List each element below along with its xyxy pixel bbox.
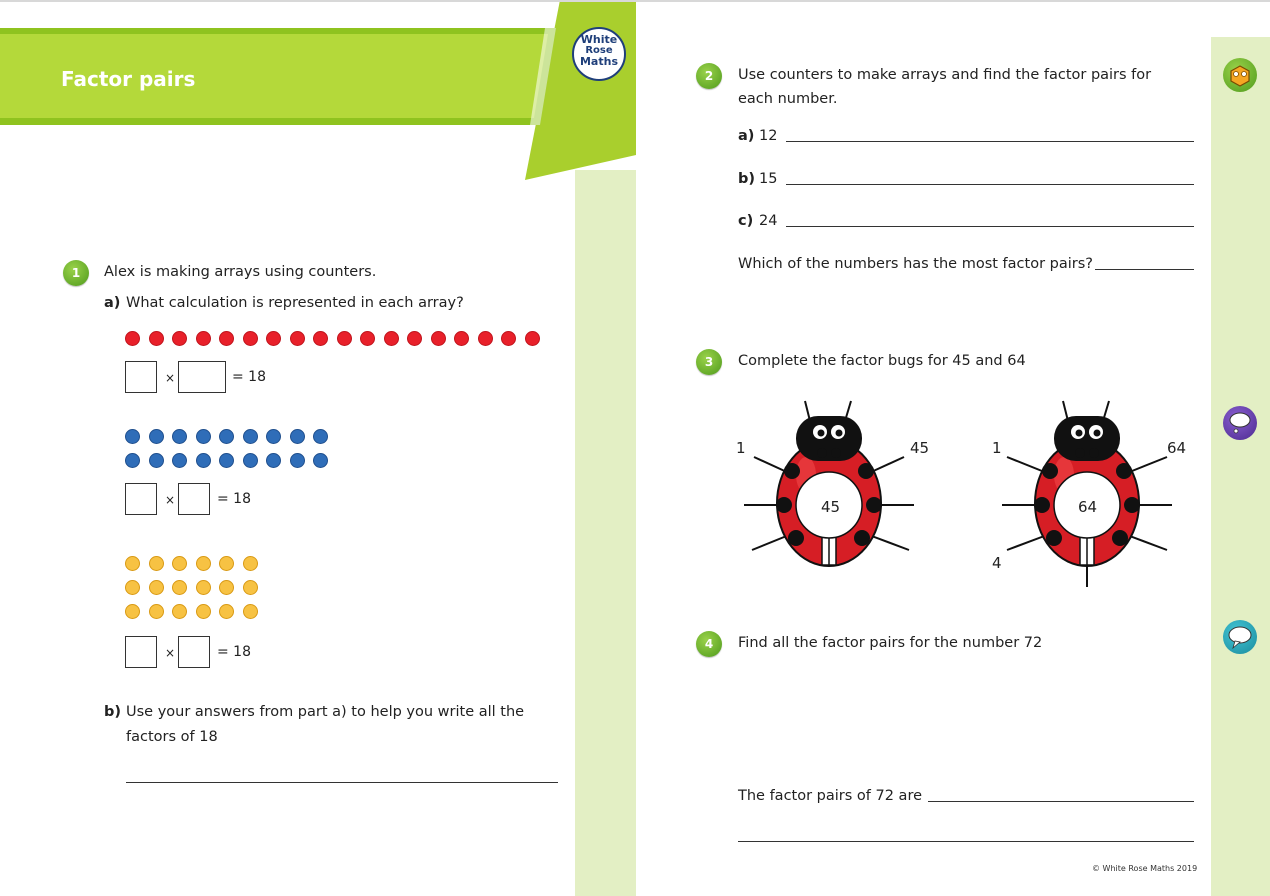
counter bbox=[125, 556, 140, 571]
counter bbox=[290, 429, 305, 444]
q3-text: Complete the factor bugs for 45 and 64 bbox=[738, 353, 1026, 369]
q2c-answer-line[interactable] bbox=[786, 226, 1194, 227]
counter bbox=[125, 453, 140, 468]
counter bbox=[125, 429, 140, 444]
counter bbox=[290, 453, 305, 468]
counter bbox=[172, 331, 187, 346]
counter bbox=[219, 556, 234, 571]
q2b-answer-line[interactable] bbox=[786, 184, 1194, 185]
q1b-text-line2: factors of 18 bbox=[126, 729, 218, 745]
counter bbox=[243, 453, 258, 468]
thought-bubble-icon bbox=[1223, 406, 1257, 440]
q4-answer-line-1[interactable] bbox=[928, 801, 1194, 802]
times-sign: × bbox=[165, 493, 176, 507]
array3-answer-box-2[interactable] bbox=[178, 636, 210, 668]
right-margin-strip bbox=[1211, 37, 1270, 896]
counter bbox=[243, 331, 258, 346]
counter bbox=[313, 453, 328, 468]
counter bbox=[478, 331, 493, 346]
bug2-top-left-factor: 1 bbox=[992, 439, 1002, 457]
array2-answer-box-2[interactable] bbox=[178, 483, 210, 515]
q1a-label: a) bbox=[104, 295, 121, 311]
bug1-center-number: 45 bbox=[821, 498, 841, 516]
counter bbox=[243, 580, 258, 595]
q1-number-badge: 1 bbox=[63, 260, 89, 286]
ladybird-icon bbox=[1002, 395, 1182, 590]
counter bbox=[219, 453, 234, 468]
counter bbox=[219, 331, 234, 346]
counter bbox=[501, 331, 516, 346]
q2c-label: c) bbox=[738, 213, 754, 229]
counter bbox=[384, 331, 399, 346]
factor-bug-64 bbox=[1002, 395, 1182, 590]
logo-word-3: Maths bbox=[579, 55, 618, 68]
counter bbox=[125, 331, 140, 346]
counter bbox=[149, 331, 164, 346]
q2-number-badge: 2 bbox=[696, 63, 722, 89]
array1-answer-box-1[interactable] bbox=[125, 361, 157, 393]
equals-18: = 18 bbox=[217, 491, 251, 507]
counter bbox=[125, 604, 140, 619]
q2-followup-answer-line[interactable] bbox=[1095, 269, 1194, 270]
counter bbox=[149, 556, 164, 571]
cube-icon bbox=[1223, 58, 1257, 92]
bug2-center-number: 64 bbox=[1078, 498, 1098, 516]
counter bbox=[266, 429, 281, 444]
copyright-footer: © White Rose Maths 2019 bbox=[1092, 864, 1198, 873]
white-rose-maths-logo bbox=[572, 27, 626, 81]
counter bbox=[196, 604, 211, 619]
q1b-answer-line[interactable] bbox=[126, 782, 558, 783]
left-margin-strip bbox=[575, 170, 636, 896]
counter bbox=[243, 429, 258, 444]
counter bbox=[172, 604, 187, 619]
logo-word-2: Rose bbox=[585, 45, 613, 56]
counter bbox=[431, 331, 446, 346]
counter bbox=[196, 556, 211, 571]
counter bbox=[172, 429, 187, 444]
ladybird-icon bbox=[744, 395, 924, 570]
q2a-answer-line[interactable] bbox=[786, 141, 1194, 142]
counter bbox=[196, 331, 211, 346]
q4-answer-label: The factor pairs of 72 are bbox=[738, 788, 923, 804]
q2c-value: 24 bbox=[759, 213, 778, 229]
times-sign: × bbox=[165, 646, 176, 660]
page-title: Factor pairs bbox=[61, 67, 196, 91]
array3-answer-box-1[interactable] bbox=[125, 636, 157, 668]
q2b-value: 15 bbox=[759, 171, 778, 187]
times-sign: × bbox=[165, 371, 176, 385]
q2a-value: 12 bbox=[759, 128, 778, 144]
header-banner bbox=[0, 0, 636, 190]
counter bbox=[525, 331, 540, 346]
counter bbox=[125, 580, 140, 595]
counter bbox=[196, 453, 211, 468]
counter bbox=[196, 580, 211, 595]
logo-word-1: White bbox=[580, 33, 618, 46]
counter bbox=[407, 331, 422, 346]
counter bbox=[172, 556, 187, 571]
counter bbox=[149, 429, 164, 444]
factor-bug-45 bbox=[744, 395, 924, 570]
equals-18: = 18 bbox=[232, 369, 266, 385]
counter bbox=[172, 580, 187, 595]
bug2-top-right-factor: 64 bbox=[1167, 439, 1187, 457]
array2-answer-box-1[interactable] bbox=[125, 483, 157, 515]
right-page bbox=[636, 0, 1270, 896]
counter bbox=[149, 453, 164, 468]
counter bbox=[454, 331, 469, 346]
counter bbox=[313, 429, 328, 444]
q2-followup-question: Which of the numbers has the most factor pairs? bbox=[738, 256, 1093, 272]
bug1-top-left-factor: 1 bbox=[736, 439, 746, 457]
speech-bubble-icon bbox=[1223, 620, 1257, 654]
counter bbox=[313, 331, 328, 346]
counter bbox=[149, 604, 164, 619]
counter bbox=[266, 453, 281, 468]
counter bbox=[337, 331, 352, 346]
counter bbox=[360, 331, 375, 346]
q1b-label: b) bbox=[104, 704, 122, 720]
counter bbox=[290, 331, 305, 346]
bug1-top-right-factor: 45 bbox=[910, 439, 930, 457]
counter bbox=[149, 580, 164, 595]
q4-answer-line-2[interactable] bbox=[738, 841, 1194, 842]
q1a-text: What calculation is represented in each array? bbox=[126, 295, 464, 311]
counter bbox=[243, 556, 258, 571]
counter bbox=[266, 331, 281, 346]
q2b-label: b) bbox=[738, 171, 756, 187]
q1b-text-line1: Use your answers from part a) to help you write all the bbox=[126, 704, 525, 720]
q2-text-line2: each number. bbox=[738, 91, 838, 107]
counter bbox=[219, 429, 234, 444]
counter bbox=[219, 604, 234, 619]
bug2-bottom-left-factor: 4 bbox=[992, 554, 1002, 572]
counter bbox=[172, 453, 187, 468]
q4-number-badge: 4 bbox=[696, 631, 722, 657]
counter bbox=[196, 429, 211, 444]
counter bbox=[243, 604, 258, 619]
q3-number-badge: 3 bbox=[696, 349, 722, 375]
q4-text: Find all the factor pairs for the number 72 bbox=[738, 635, 1043, 651]
array1-answer-box-2[interactable] bbox=[178, 361, 226, 393]
equals-18: = 18 bbox=[217, 644, 251, 660]
counter bbox=[219, 580, 234, 595]
q2-text-line1: Use counters to make arrays and find the factor pairs for bbox=[738, 67, 1152, 83]
top-border bbox=[636, 0, 1270, 2]
q1-intro-text: Alex is making arrays using counters. bbox=[104, 264, 377, 280]
q2a-label: a) bbox=[738, 128, 755, 144]
